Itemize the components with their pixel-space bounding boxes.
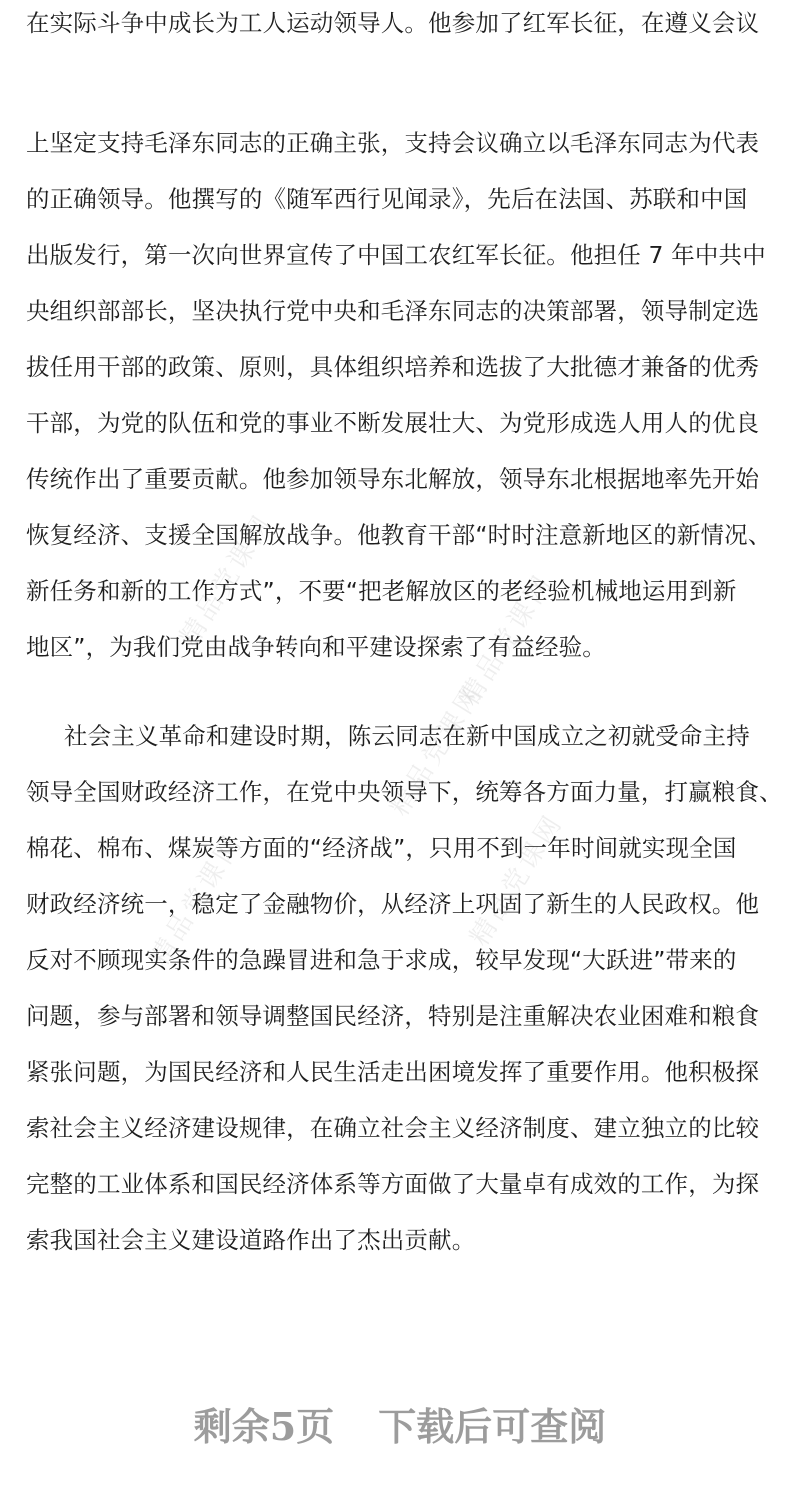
watermark: 精品党课网 [454, 568, 560, 712]
paragraph-line: 地区”，为我们党由战争转向和平建设探索了有益经验。 [26, 633, 606, 661]
download-prompt[interactable] [0, 1396, 800, 1451]
paragraph-line: 棉花、棉布、煤炭等方面的“经济战”，只用不到一年时间就实现全国 [26, 834, 737, 862]
paragraph-line: 传统作出了重要贡献。他参加领导东北解放，领导东北根据地率先开始 [26, 465, 760, 493]
watermark: 精品党课网 [384, 678, 490, 822]
watermark: 精品党课网 [464, 808, 570, 952]
paragraph-line: 恢复经济、支援全国解放战争。他教育干部“时时注意新地区的新情况、 [26, 521, 772, 549]
paragraph-line: 财政经济统一，稳定了金融物价，从经济上巩固了新生的人民政权。他 [26, 890, 760, 918]
paragraph-line: 出版发行，第一次向世界宣传了中国工农红军长征。他担任 7 年中共中 [26, 241, 766, 269]
paragraph-line: 上坚定支持毛泽东同志的正确主张，支持会议确立以毛泽东同志为代表 [26, 129, 760, 157]
paragraph-line: 央组织部部长，坚决执行党中央和毛泽东同志的决策部署，领导制定选 [26, 297, 760, 325]
paragraph-line: 索社会主义经济建设规律，在确立社会主义经济制度、建立独立的比较 [26, 1114, 760, 1142]
paragraph-line: 社会主义革命和建设时期，陈云同志在新中国成立之初就受命主持 [64, 722, 750, 750]
paragraph-line: 干部，为党的队伍和党的事业不断发展壮大、为党形成选人用人的优良 [26, 409, 760, 437]
paragraph-line: 拔任用干部的政策、原则，具体组织培养和选拔了大批德才兼备的优秀 [26, 353, 760, 381]
paragraph-line: 领导全国财政经济工作，在党中央领导下，统筹各方面力量，打赢粮食、 [26, 778, 783, 806]
download-to-view-label: 下载后可查阅 [378, 1404, 607, 1449]
paragraph-line: 完整的工业体系和国民经济体系等方面做了大量卓有成效的工作，为探 [26, 1170, 760, 1198]
paragraph-line: 反对不顾现实条件的急躁冒进和急于求成，较早发现“大跃进”带来的 [26, 946, 737, 974]
paragraph-line: 索我国社会主义建设道路作出了杰出贡献。 [26, 1226, 476, 1254]
paragraph-line: 的正确领导。他撰写的《随军西行见闻录》，先后在法国、苏联和中国 [26, 185, 748, 213]
watermark: 精品党课网 [144, 828, 250, 972]
paragraph-line: 新任务和新的工作方式”，不要“把老解放区的老经验机械地运用到新 [26, 577, 737, 605]
paragraph-line: 问题，参与部署和领导调整国民经济，特别是注重解决农业困难和粮食 [26, 1002, 760, 1030]
paragraph-line: 在实际斗争中成长为工人运动领导人。他参加了红军长征，在遵义会议 [26, 9, 760, 37]
watermark: 精品党课网 [174, 508, 280, 652]
remaining-pages-label: 剩余5页 [193, 1404, 335, 1449]
paragraph-line: 紧张问题，为国民经济和人民生活走出困境发挥了重要作用。他积极探 [26, 1058, 760, 1086]
